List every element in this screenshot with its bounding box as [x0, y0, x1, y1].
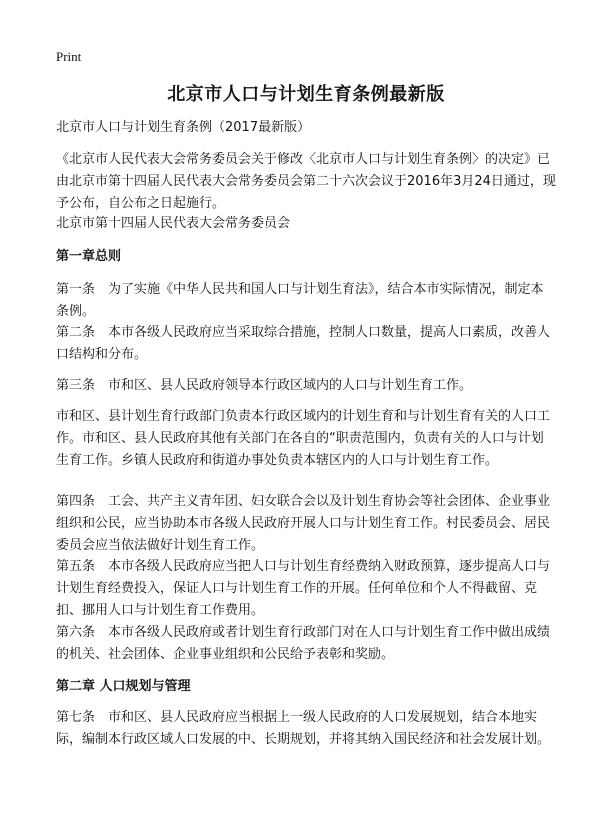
- article-1: 第一条 为了实施《中华人民共和国人口与计划生育法》，结合本市实际情况，制定本条例。: [56, 282, 544, 319]
- issuer-line: 北京市第十四届人民代表大会常务委员会: [56, 216, 291, 231]
- article-2: 第二条 本市各级人民政府应当采取综合措施，控制人口数量，提高人口素质，改善人口结构和分布。: [56, 325, 551, 362]
- article-3-paragraph-2: 市和区、县计划生育行政部门负责本行政区域内的计划生育和与计划生育有关的人口工作。市和区、县人民政府其他有关部门在各自的“职责范围内，负责有关的人口与计划生育工作。乡镇人民政府和街道办事处负责本辖区内的人口与计划生育工作。: [56, 409, 551, 468]
- document-title: 北京市人口与计划生育条例最新版: [167, 84, 445, 105]
- article-5: 第五条 本市各级人民政府应当把人口与计划生育经费纳入财政预算，逐步提高人口与计划生育经费投入，保证人口与计划生育工作的开展。任何单位和个人不得截留、克扣、挪用人口与计划生育工作费用。: [56, 559, 551, 618]
- print-link[interactable]: Print: [56, 49, 82, 64]
- decision-paragraph: 《北京市人民代表大会常务委员会关于修改〈北京市人口与计划生育条例〉的决定》已由北京市第十四届人民代表大会常务委员会第二十六次会议于2016年3月24日通过，现予公布，自公布之日起施行。: [56, 152, 556, 211]
- article-3: 第三条 市和区、县人民政府领导本行政区域内的人口与计划生育工作。: [56, 378, 473, 393]
- document-subtitle: 北京市人口与计划生育条例（2017最新版）: [56, 120, 311, 135]
- chapter-heading-2: 第二章 人口规划与管理: [56, 679, 191, 694]
- chapter-heading-1: 第一章总则: [56, 249, 122, 264]
- article-7: 第七条 市和区、县人民政府应当根据上一级人民政府的人口发展规划，结合本地实际，编制本行政区域人口发展的中、长期规划，并将其纳入国民经济和社会发展计划。: [56, 710, 551, 747]
- article-6: 第六条 本市各级人民政府或者计划生育行政部门对在人口与计划生育工作中做出成绩的机关、社会团体、企业事业组织和公民给予表彰和奖励。: [56, 625, 551, 662]
- article-4: 第四条 工会、共产主义青年团、妇女联合会以及计划生育协会等社会团体、企业事业组织和公民，应当协助本市各级人民政府开展人口与计划生育工作。村民委员会、居民委员会应当依法做好计划生育工作。: [56, 494, 551, 553]
